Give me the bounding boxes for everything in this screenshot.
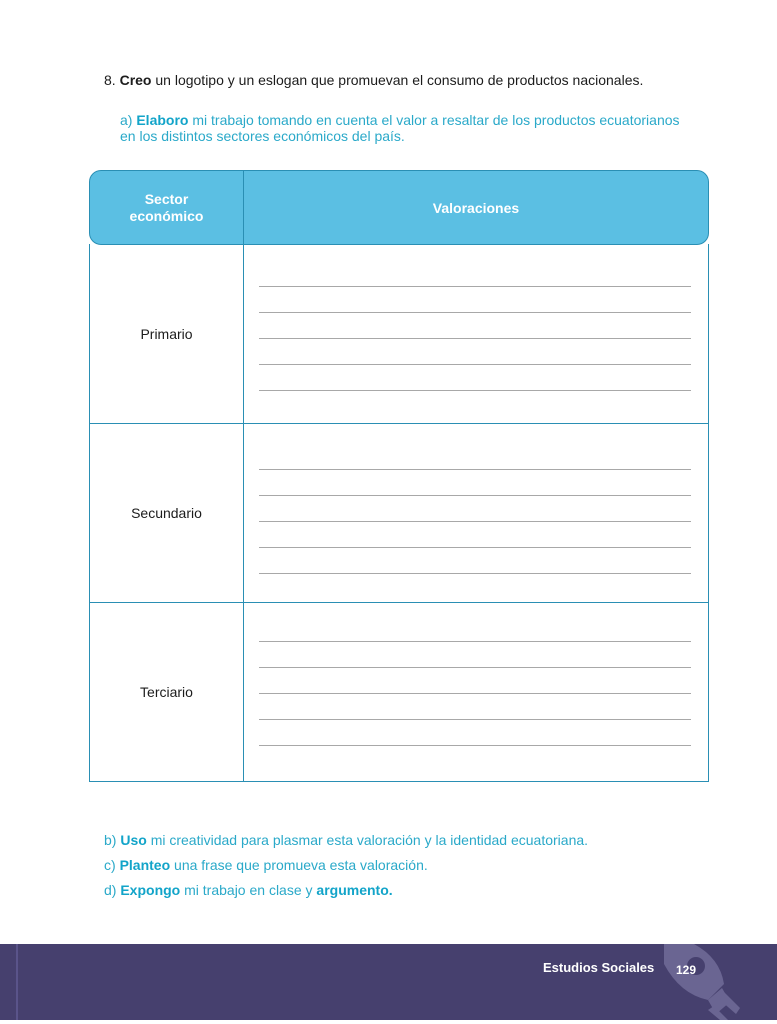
page-footer <box>0 944 777 1020</box>
question-verb: Creo <box>119 72 152 88</box>
header-sector <box>90 171 244 244</box>
footer-subject: Estudios Sociales <box>543 960 655 975</box>
item-a-verb: Elaboro <box>136 112 189 128</box>
question-8 <box>104 71 744 89</box>
writing-line[interactable] <box>259 469 691 470</box>
table-row-terciario <box>90 603 708 781</box>
question-text: un logotipo y un eslogan que promuevan el consumo de productos nacionales. <box>155 72 644 88</box>
item-b-letter: b) <box>104 832 117 848</box>
writing-line[interactable] <box>259 667 691 668</box>
header-valoraciones: Valoraciones <box>432 199 520 216</box>
header-sector-line2: económico <box>129 207 204 224</box>
writing-line[interactable] <box>259 693 691 694</box>
item-b <box>104 831 704 849</box>
writing-line[interactable] <box>259 573 691 574</box>
item-d-verb: Expongo <box>120 882 181 898</box>
table-row-primario <box>90 244 708 424</box>
writing-line[interactable] <box>259 495 691 496</box>
writing-line[interactable] <box>259 364 691 365</box>
item-c <box>104 856 704 874</box>
writing-line[interactable] <box>259 745 691 746</box>
writing-line[interactable] <box>259 390 691 391</box>
writing-line[interactable] <box>259 547 691 548</box>
item-d-verb2: argumento. <box>316 882 393 898</box>
writing-line[interactable] <box>259 286 691 287</box>
writing-line[interactable] <box>259 641 691 642</box>
writing-lines[interactable] <box>259 603 691 781</box>
table-row-secundario <box>90 424 708 603</box>
item-b-text: mi creatividad para plasmar esta valoración y la identidad ecuatoriana. <box>150 832 589 848</box>
item-a-line2: en los distintos sectores económicos del país. <box>120 128 405 144</box>
writing-lines[interactable] <box>259 424 691 602</box>
table-header <box>89 170 709 245</box>
writing-line[interactable] <box>259 521 691 522</box>
item-d-text: mi trabajo en clase y <box>184 882 313 898</box>
item-a <box>120 112 720 144</box>
item-c-verb: Planteo <box>119 857 171 873</box>
item-a-line1: mi trabajo tomando en cuenta el valor a resaltar de los productos ecuatorianos <box>192 112 680 128</box>
item-d-letter: d) <box>104 882 117 898</box>
rocket-icon <box>650 944 750 1020</box>
item-c-letter: c) <box>104 857 116 873</box>
writing-lines[interactable] <box>259 244 691 423</box>
item-a-letter: a) <box>120 112 133 128</box>
header-sector-line1: Sector <box>144 190 189 207</box>
writing-line[interactable] <box>259 312 691 313</box>
table-body <box>89 244 709 782</box>
writing-line[interactable] <box>259 719 691 720</box>
row-label: Primario <box>90 244 244 423</box>
page-number: 129 <box>676 963 697 977</box>
writing-line[interactable] <box>259 338 691 339</box>
item-b-verb: Uso <box>120 832 147 848</box>
question-number: 8. <box>104 72 116 88</box>
row-label: Terciario <box>90 603 244 781</box>
row-label: Secundario <box>90 424 244 602</box>
valuation-table <box>89 170 709 782</box>
item-c-text: una frase que promueva esta valoración. <box>174 857 428 873</box>
item-d <box>104 881 704 899</box>
footer-edge-line <box>16 944 18 1020</box>
